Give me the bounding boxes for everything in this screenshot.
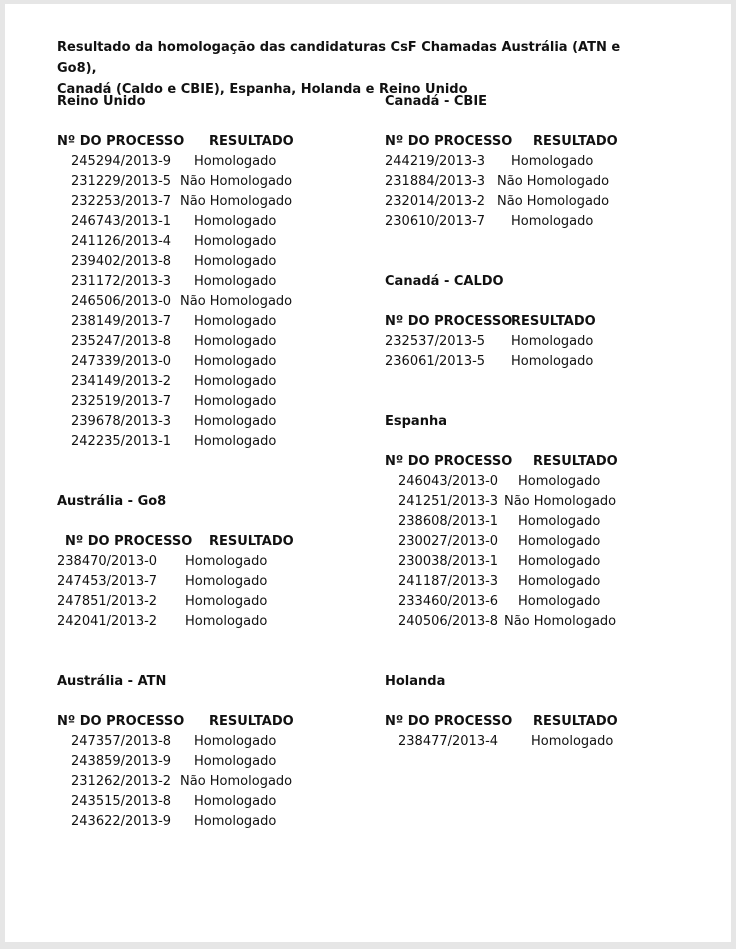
process-number: 246506/2013-0: [71, 294, 172, 309]
table-header-row: [385, 712, 645, 732]
section-heading: Espanha: [385, 414, 447, 429]
process-number: 230027/2013-0: [398, 534, 499, 549]
table-row: [57, 332, 327, 352]
section-australia-go8: [57, 492, 327, 632]
process-number: 242041/2013-2: [57, 614, 158, 629]
result-status: Homologado: [518, 514, 601, 529]
result-status: Homologado: [194, 274, 277, 289]
column-header-process: Nº DO PROCESSO: [385, 314, 513, 329]
table-row: [57, 412, 327, 432]
section-heading: Reino Unido: [57, 94, 146, 109]
process-number: 246043/2013-0: [398, 474, 499, 489]
process-number: 241126/2013-4: [71, 234, 172, 249]
result-status: Não Homologado: [504, 614, 617, 629]
title-line-2: Canadá (Caldo e CBIE), Espanha, Holanda e Reino Unido: [57, 82, 468, 97]
table-header-row: [57, 532, 327, 552]
process-number: 231262/2013-2: [71, 774, 172, 789]
table-row: [57, 372, 327, 392]
table-row: [57, 812, 327, 832]
result-status: Homologado: [194, 394, 277, 409]
table-row: [57, 312, 327, 332]
process-number: 231229/2013-5: [71, 174, 172, 189]
section-holanda: [385, 672, 645, 752]
table-row: [385, 512, 645, 532]
table-row: [57, 592, 327, 612]
section-heading: Canadá - CALDO: [385, 274, 504, 289]
result-status: Homologado: [185, 574, 268, 589]
process-number: 245294/2013-9: [71, 154, 172, 169]
process-number: 232014/2013-2: [385, 194, 486, 209]
result-status: Homologado: [518, 574, 601, 589]
result-status: Homologado: [194, 754, 277, 769]
spacer: [385, 432, 645, 452]
result-status: Homologado: [194, 314, 277, 329]
result-status: Homologado: [194, 414, 277, 429]
column-header-process: Nº DO PROCESSO: [385, 134, 513, 149]
result-status: Homologado: [511, 334, 594, 349]
table-row: [385, 532, 645, 552]
spacer: [385, 292, 645, 312]
table-header-row: [57, 132, 327, 152]
process-number: 244219/2013-3: [385, 154, 486, 169]
result-status: Homologado: [194, 794, 277, 809]
table-row: [57, 192, 327, 212]
spacer: [57, 692, 327, 712]
result-status: Homologado: [511, 214, 594, 229]
spacer: [57, 512, 327, 532]
process-number: 241187/2013-3: [398, 574, 499, 589]
section-heading: Holanda: [385, 674, 446, 689]
result-status: Não Homologado: [504, 494, 617, 509]
column-header-result: RESULTADO: [533, 714, 618, 729]
section-canada-cbie: [385, 92, 645, 232]
table-row: [385, 192, 645, 212]
table-row: [57, 172, 327, 192]
process-number: 239678/2013-3: [71, 414, 172, 429]
process-number: 238477/2013-4: [398, 734, 499, 749]
table-row: [57, 612, 327, 632]
table-row: [57, 552, 327, 572]
column-header-result: RESULTADO: [209, 134, 294, 149]
result-status: Não Homologado: [180, 194, 293, 209]
process-number: 236061/2013-5: [385, 354, 486, 369]
column-header-result: RESULTADO: [533, 454, 618, 469]
result-status: Homologado: [531, 734, 614, 749]
section-heading: Canadá - CBIE: [385, 94, 488, 109]
result-status: Homologado: [518, 554, 601, 569]
process-number: 247339/2013-0: [71, 354, 172, 369]
result-status: Homologado: [511, 154, 594, 169]
table-row: [385, 332, 645, 352]
table-row: [57, 272, 327, 292]
result-status: Homologado: [185, 554, 268, 569]
result-status: Homologado: [194, 354, 277, 369]
column-header-process: Nº DO PROCESSO: [57, 714, 185, 729]
column-header-result: RESULTADO: [511, 314, 596, 329]
process-number: 247453/2013-7: [57, 574, 158, 589]
result-status: Homologado: [194, 254, 277, 269]
table-row: [57, 152, 327, 172]
process-number: 233460/2013-6: [398, 594, 499, 609]
table-row: [57, 232, 327, 252]
result-status: Homologado: [194, 434, 277, 449]
process-number: 239402/2013-8: [71, 254, 172, 269]
section-australia-atn: [57, 672, 327, 832]
result-status: Homologado: [194, 154, 277, 169]
process-number: 247851/2013-2: [57, 594, 158, 609]
table-header-row: [57, 712, 327, 732]
section-heading: Austrália - Go8: [57, 494, 167, 509]
process-number: 232537/2013-5: [385, 334, 486, 349]
result-status: Homologado: [194, 234, 277, 249]
result-status: Homologado: [194, 214, 277, 229]
result-status: Homologado: [518, 534, 601, 549]
process-number: 246743/2013-1: [71, 214, 172, 229]
process-number: 230610/2013-7: [385, 214, 486, 229]
column-header-process: Nº DO PROCESSO: [385, 714, 513, 729]
spacer: [385, 112, 645, 132]
spacer: [57, 112, 327, 132]
table-row: [57, 732, 327, 752]
table-row: [385, 472, 645, 492]
process-number: 247357/2013-8: [71, 734, 172, 749]
result-status: Homologado: [194, 734, 277, 749]
column-header-result: RESULTADO: [209, 714, 294, 729]
process-number: 230038/2013-1: [398, 554, 499, 569]
process-number: 243622/2013-9: [71, 814, 172, 829]
result-status: Homologado: [194, 814, 277, 829]
table-row: [57, 252, 327, 272]
process-number: 238608/2013-1: [398, 514, 499, 529]
table-header-row: [385, 312, 645, 332]
section-reino-unido: [57, 92, 327, 452]
table-row: [385, 152, 645, 172]
document-page: [5, 4, 731, 942]
result-status: Homologado: [185, 614, 268, 629]
table-row: [385, 492, 645, 512]
table-row: [57, 792, 327, 812]
process-number: 243859/2013-9: [71, 754, 172, 769]
process-number: 243515/2013-8: [71, 794, 172, 809]
process-number: 242235/2013-1: [71, 434, 172, 449]
process-number: 240506/2013-8: [398, 614, 499, 629]
column-header-process: Nº DO PROCESSO: [385, 454, 513, 469]
table-row: [57, 432, 327, 452]
table-row: [57, 392, 327, 412]
result-status: Homologado: [518, 474, 601, 489]
process-number: 231172/2013-3: [71, 274, 172, 289]
table-row: [385, 172, 645, 192]
result-status: Não Homologado: [180, 294, 293, 309]
process-number: 234149/2013-2: [71, 374, 172, 389]
section-espanha: [385, 412, 645, 632]
section-canada-caldo: [385, 272, 645, 372]
column-header-result: RESULTADO: [209, 534, 294, 549]
result-status: Homologado: [194, 374, 277, 389]
spacer: [385, 692, 645, 712]
result-status: Homologado: [185, 594, 268, 609]
table-row: [385, 592, 645, 612]
result-status: Não Homologado: [180, 174, 293, 189]
table-row: [57, 772, 327, 792]
result-status: Homologado: [511, 354, 594, 369]
process-number: 241251/2013-3: [398, 494, 499, 509]
table-header-row: [385, 452, 645, 472]
table-row: [385, 212, 645, 232]
table-row: [57, 572, 327, 592]
table-row: [385, 612, 645, 632]
process-number: 232519/2013-7: [71, 394, 172, 409]
document-title: [57, 37, 657, 100]
result-status: Não Homologado: [497, 194, 610, 209]
result-status: Homologado: [518, 594, 601, 609]
result-status: Não Homologado: [180, 774, 293, 789]
section-heading: Austrália - ATN: [57, 674, 167, 689]
result-status: Não Homologado: [497, 174, 610, 189]
table-row: [57, 352, 327, 372]
process-number: 232253/2013-7: [71, 194, 172, 209]
table-header-row: [385, 132, 645, 152]
table-row: [57, 212, 327, 232]
column-header-process: Nº DO PROCESSO: [65, 534, 193, 549]
table-row: [385, 572, 645, 592]
table-row: [385, 552, 645, 572]
column-header-result: RESULTADO: [533, 134, 618, 149]
process-number: 231884/2013-3: [385, 174, 486, 189]
process-number: 235247/2013-8: [71, 334, 172, 349]
process-number: 238149/2013-7: [71, 314, 172, 329]
table-row: [385, 352, 645, 372]
table-row: [57, 292, 327, 312]
table-row: [57, 752, 327, 772]
column-header-process: Nº DO PROCESSO: [57, 134, 185, 149]
process-number: 238470/2013-0: [57, 554, 158, 569]
table-row: [385, 732, 645, 752]
title-line-1: Resultado da homologação das candidaturas CsF Chamadas Austrália (ATN e Go8),: [57, 40, 621, 76]
result-status: Homologado: [194, 334, 277, 349]
